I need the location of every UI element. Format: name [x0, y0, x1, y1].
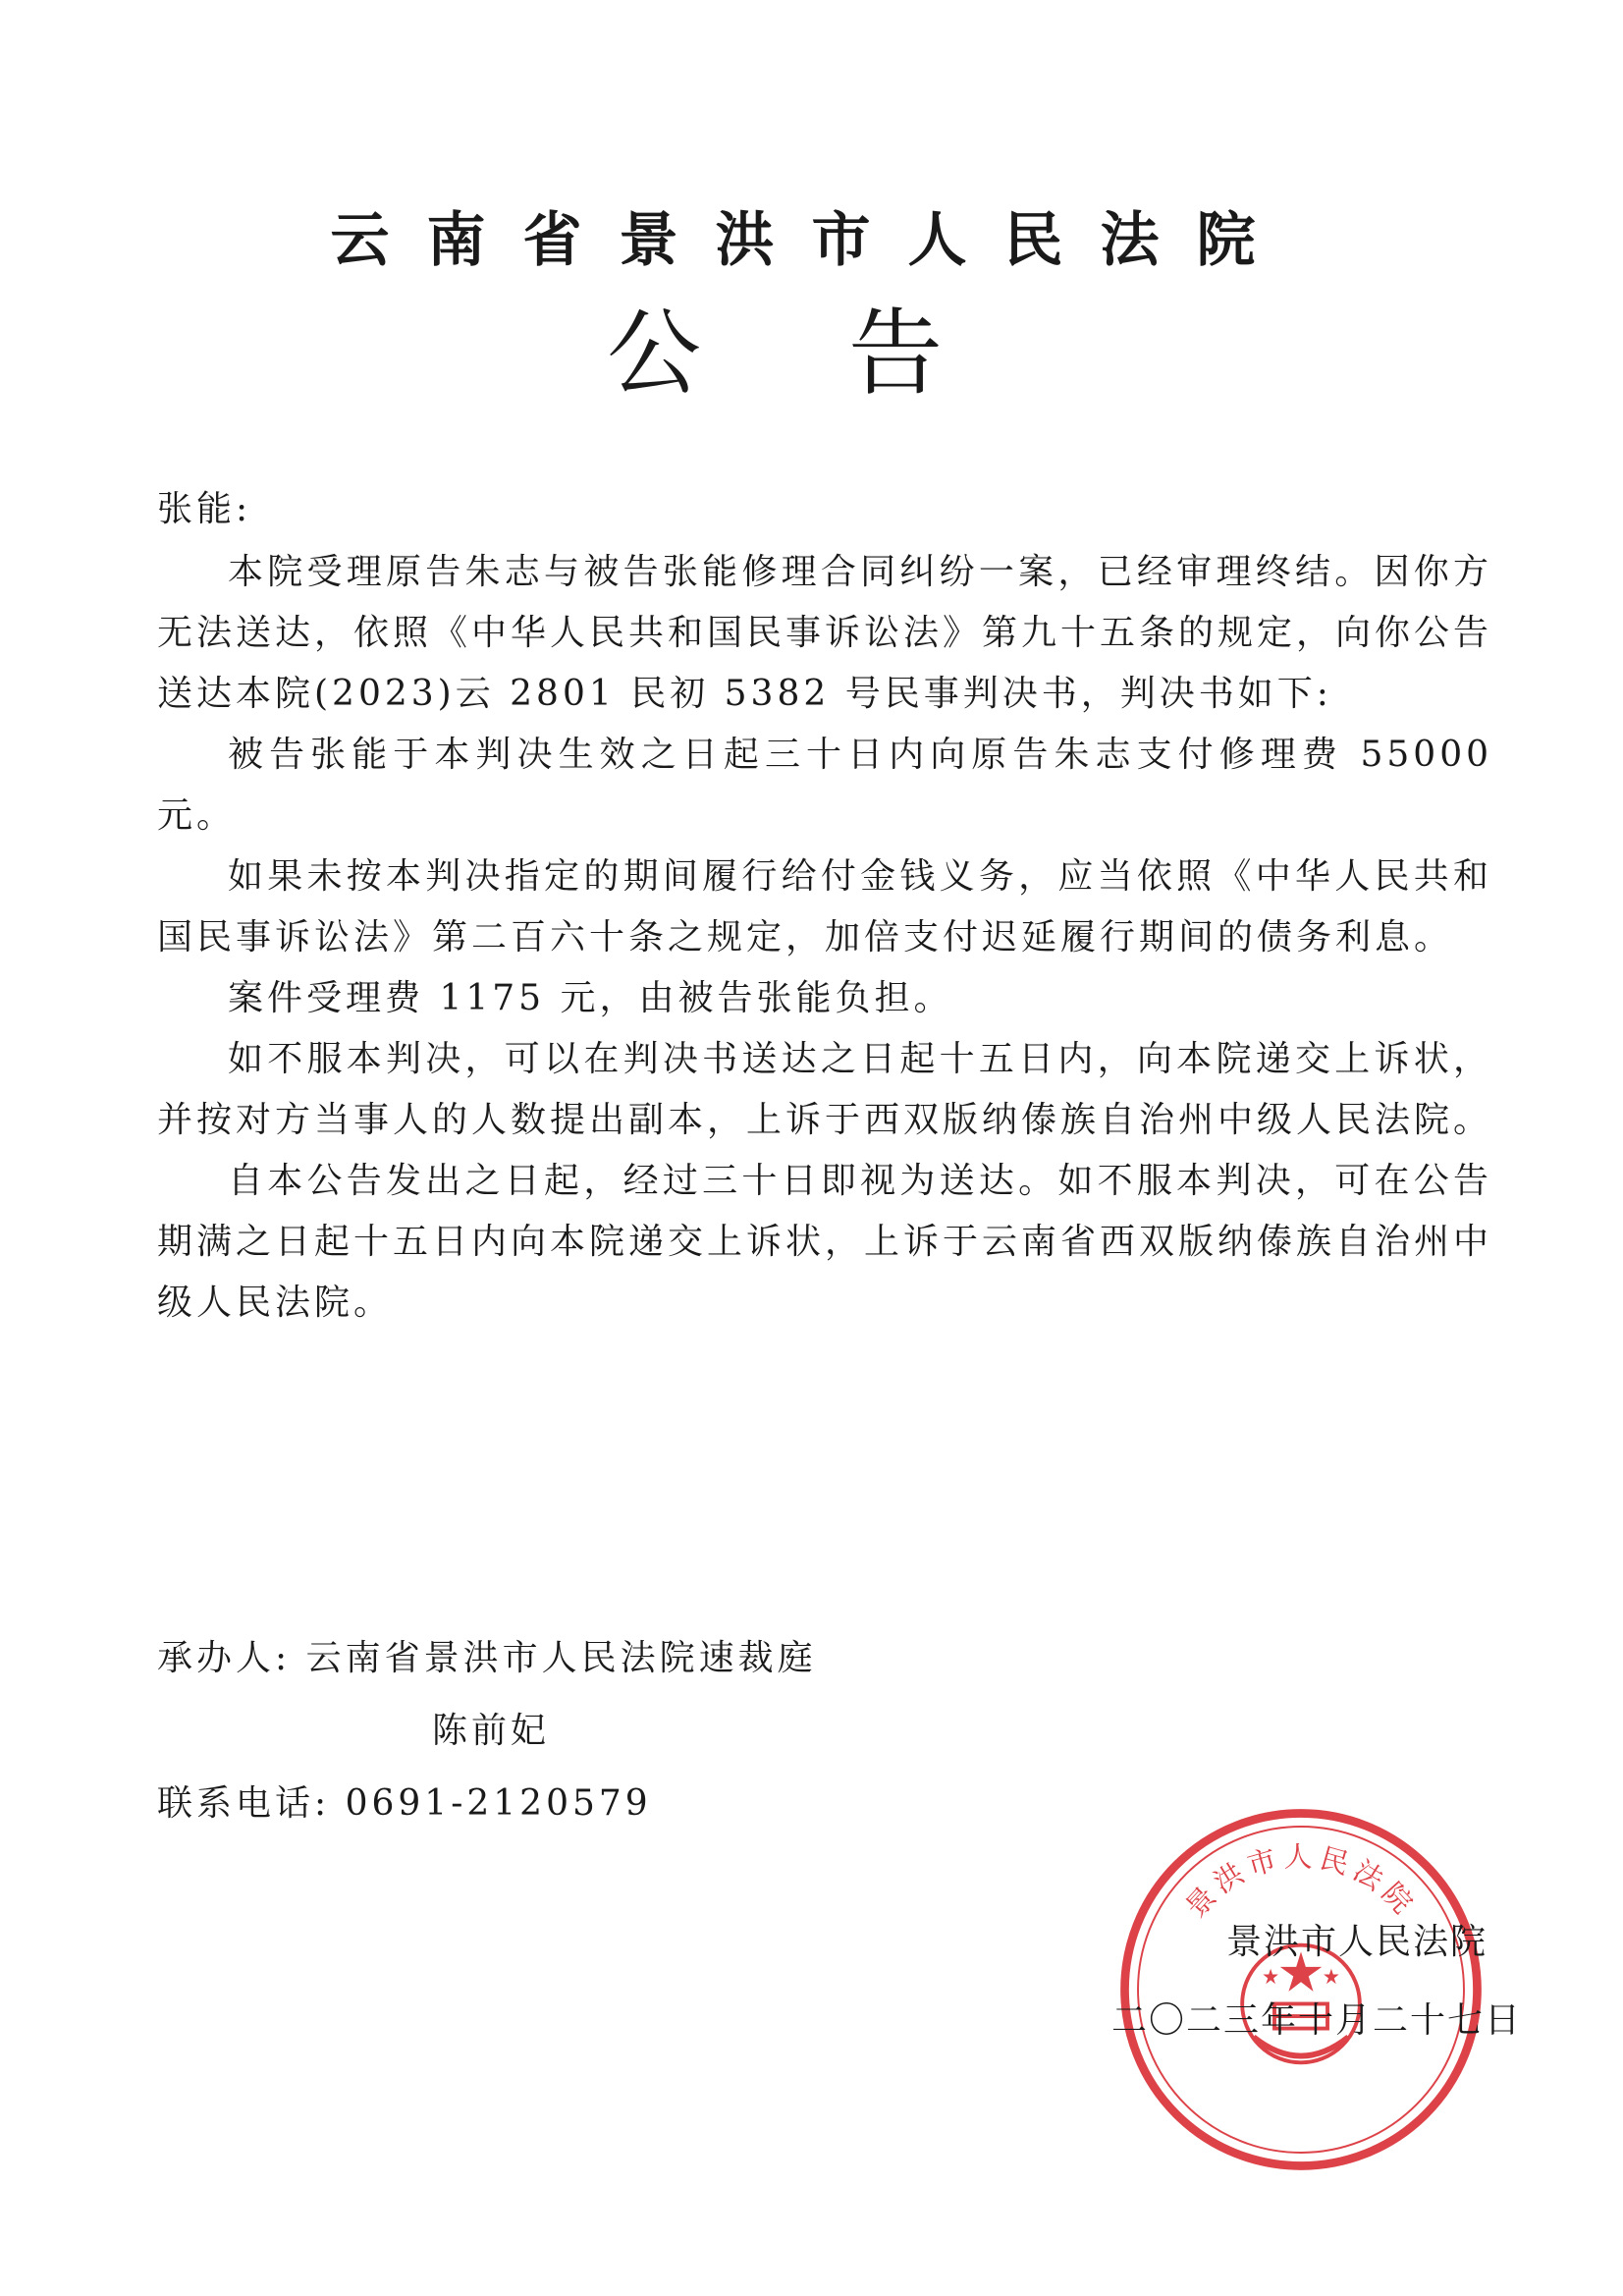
- contact-block: [157, 1622, 1041, 1840]
- signature-block: [1051, 1903, 1522, 2060]
- handler-row: [157, 1622, 1041, 1695]
- handler-org: 云南省景洪市人民法院速裁庭: [305, 1638, 817, 1678]
- handler-label: 承办人:: [157, 1638, 292, 1678]
- issue-date: 二〇二三年十月二十七日: [1110, 2000, 1522, 2041]
- paragraph-service: 本院受理原告朱志与被告张能修理合同纠纷一案，已经审理终结。因你方无法送达，依照《中华人民共和国民事诉讼法》第九十五条的规定，向你公告送达本院(2023)云 2801 民初 5382 号民事判决书，判决书如下:: [157, 552, 1493, 714]
- phone-number: 0691-2120579: [345, 1783, 652, 1824]
- paragraph-judgment: 被告张能于本判决生效之日起三十日内向原告朱志支付修理费 55000 元。: [157, 735, 1492, 836]
- notice-body: [157, 479, 1492, 1334]
- paragraph-appeal: 如不服本判决，可以在判决书送达之日起十五日内，向本院递交上诉状，并按对方当事人的人数提出副本，上诉于西双版纳傣族自治州中级人民法院。: [157, 1039, 1493, 1140]
- document-type-title: 公告: [607, 299, 1090, 409]
- paragraph-fee: 案件受理费 1175 元，由被告张能负担。: [228, 978, 953, 1018]
- addressee: 张能:: [157, 489, 252, 529]
- handler-name: 陈前妃: [432, 1711, 551, 1751]
- court-name-title: 云南省景洪市人民法院: [330, 206, 1293, 275]
- paragraph-interest: 如果未按本判决指定的期间履行给付金钱义务，应当依照《中华人民共和国民事诉讼法》第二百六十条之规定，加倍支付迟延履行期间的债务利息。: [157, 856, 1492, 957]
- paragraph-notice-period: 自本公告发出之日起，经过三十日即视为送达。如不服本判决，可在公告期满之日起十五日内向本院递交上诉状，上诉于云南省西双版纳傣族自治州中级人民法院。: [157, 1161, 1493, 1323]
- phone-label: 联系电话:: [157, 1783, 331, 1824]
- seal-text: 景洪市人民法院: [1178, 1839, 1424, 1925]
- issuing-court: 景洪市人民法院: [1225, 1922, 1488, 1962]
- phone-row: [157, 1768, 1041, 1840]
